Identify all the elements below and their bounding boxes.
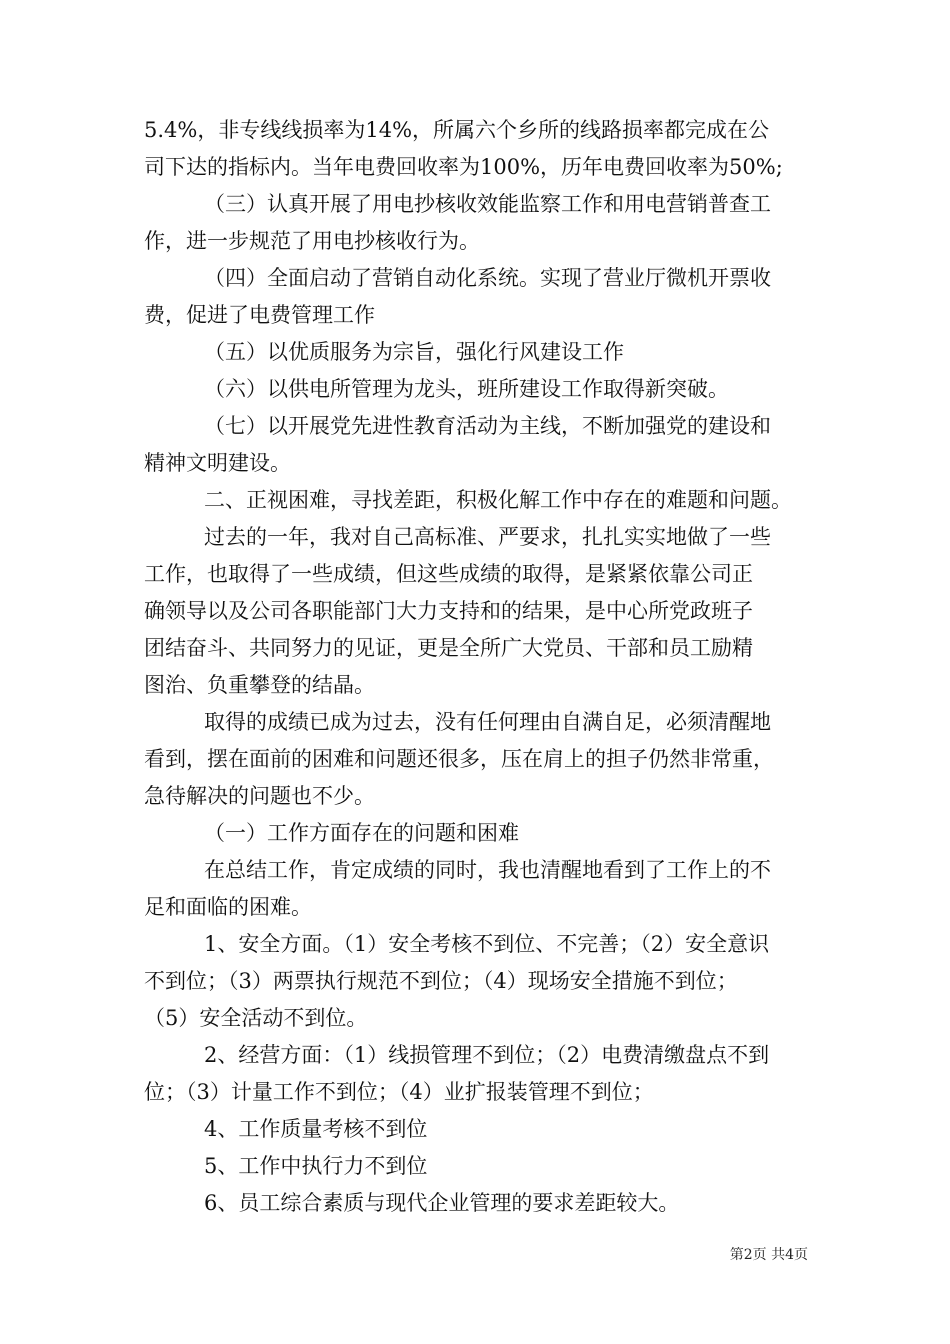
text-line: 6、员工综合素质与现代企业管理的要求差距较大。: [204, 1191, 680, 1215]
text-line: 5、工作中执行力不到位: [204, 1154, 428, 1178]
text-line: 4、工作质量考核不到位: [204, 1117, 428, 1141]
text-line: （四）全面启动了营销自动化系统。实现了营业厅微机开票收: [204, 266, 771, 290]
subsection-heading: （一）工作方面存在的问题和困难: [204, 821, 519, 845]
text-line: 足和面临的困难。: [144, 895, 312, 919]
section-heading: 二、正视困难，寻找差距，积极化解工作中存在的难题和问题。: [204, 488, 792, 512]
text-line: 图治、负重攀登的结晶。: [144, 673, 375, 697]
text-line: 费，促进了电费管理工作: [144, 303, 375, 327]
text-line: 位；（3）计量工作不到位；（4）业扩报装管理不到位；: [144, 1080, 654, 1104]
text-line: 精神文明建设。: [144, 451, 291, 475]
text-line: 作，进一步规范了用电抄核收行为。: [144, 229, 480, 253]
text-line: 急待解决的问题也不少。: [144, 784, 375, 808]
text-line: （七）以开展党先进性教育活动为主线，不断加强党的建设和: [204, 414, 771, 438]
document-body: [144, 112, 814, 1222]
text-line: 确领导以及公司各职能部门大力支持和的结果，是中心所党政班子: [144, 599, 753, 623]
text-line: （5）安全活动不到位。: [144, 1006, 368, 1030]
text-line: 2、经营方面：（1）线损管理不到位；（2）电费清缴盘点不到: [204, 1043, 770, 1067]
text-line: （三）认真开展了用电抄核收效能监察工作和用电营销普查工: [204, 192, 771, 216]
text-line: 过去的一年，我对自己高标准、严要求，扎扎实实地做了一些: [204, 525, 771, 549]
text-line: 司下达的指标内。当年电费回收率为100%，历年电费回收率为50%;: [144, 155, 783, 179]
page-number: 第2页 共4页: [729, 1247, 808, 1263]
text-line: 取得的成绩已成为过去，没有任何理由自满自足，必须清醒地: [204, 710, 771, 734]
text-line: 5.4%，非专线线损率为14%，所属六个乡所的线路损率都完成在公: [144, 118, 770, 142]
text-line: 工作，也取得了一些成绩，但这些成绩的取得，是紧紧依靠公司正: [144, 562, 753, 586]
text-line: （六）以供电所管理为龙头，班所建设工作取得新突破。: [204, 377, 729, 401]
text-line: 不到位；（3）两票执行规范不到位；（4）现场安全措施不到位；: [144, 969, 738, 993]
text-line: 1、安全方面。（1）安全考核不到位、不完善；（2）安全意识: [204, 932, 770, 956]
text-line: 看到，摆在面前的困难和问题还很多，压在肩上的担子仍然非常重，: [144, 747, 774, 771]
text-line: 团结奋斗、共同努力的见证，更是全所广大党员、干部和员工励精: [144, 636, 753, 660]
text-line: （五）以优质服务为宗旨，强化行风建设工作: [204, 340, 624, 364]
text-line: 在总结工作，肯定成绩的同时，我也清醒地看到了工作上的不: [204, 858, 771, 882]
